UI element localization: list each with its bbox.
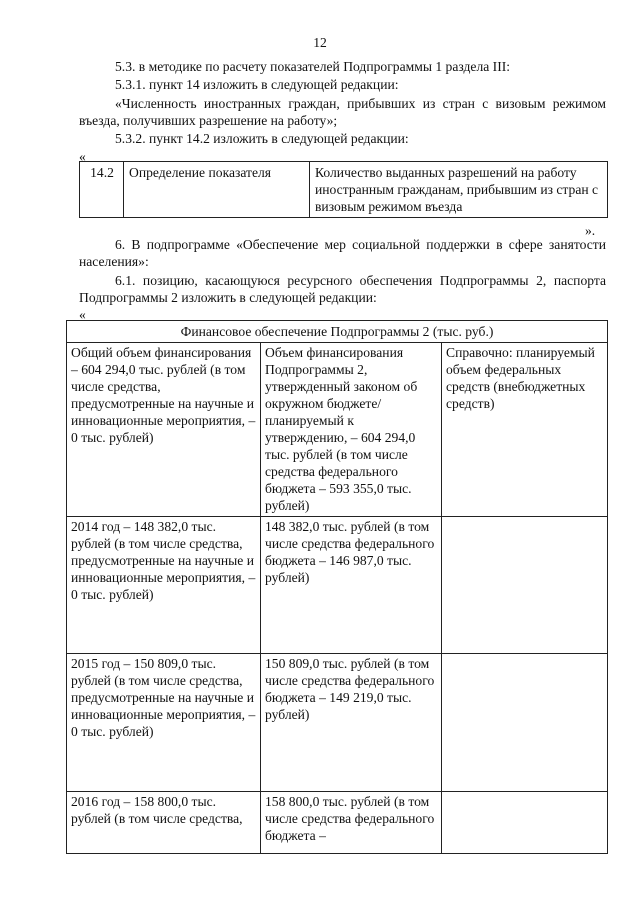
year-2014-budget-cell: 148 382,0 тыс. рублей (в том числе средства федерального бюджета – 146 987,0 тыс. рублей): [261, 517, 442, 654]
year-2015-cell: 2015 год – 150 809,0 тыс. рублей (в том числе средства, предусмотренные на научные и инновационные мероприятия, – 0 тыс. рублей): [67, 654, 261, 792]
indicator-table: [79, 161, 608, 218]
financing-table: [66, 320, 608, 854]
paragraph-5-3-1: 5.3.1. пункт 14 изложить в следующей редакции:: [115, 77, 399, 92]
paragraph-6: 6. В подпрограмме «Обеспечение мер социальной поддержки в сфере занятости населения»:: [79, 237, 606, 269]
table-row: [67, 792, 608, 854]
reference-cell: Справочно: планируемый объем федеральных средств (внебюджетных средств): [442, 343, 608, 517]
total-financing-cell: Общий объем финансирования – 604 294,0 тыс. рублей (в том числе средства, предусмотренные на научные и инновационные мероприятия, – 0 тыс. рублей): [67, 343, 261, 517]
paragraph-6-1: 6.1. позицию, касающуюся ресурсного обеспечения Подпрограммы 2, паспорта Подпрограммы 2 изложить в следующей редакции:: [79, 273, 606, 305]
table-header-row: [67, 321, 608, 343]
table-row: [67, 343, 608, 517]
open-quote-2: «: [79, 307, 86, 322]
year-2014-reference-cell: [442, 517, 608, 654]
paragraph-5-3-2: 5.3.2. пункт 14.2 изложить в следующей редакции:: [115, 131, 409, 146]
table-row: [80, 162, 608, 218]
open-quote-1: «: [79, 149, 86, 164]
indicator-number: 14.2: [80, 162, 124, 218]
year-2016-reference-cell: [442, 792, 608, 854]
budget-financing-cell: Объем финансирования Подпрограммы 2, утвержденный законом об окружном бюджете/ планируемый к утверждению, – 604 294,0 тыс. рублей (в том числе средства федерального бюджета – 593 355,0 тыс. рублей): [261, 343, 442, 517]
year-2015-budget-cell: 150 809,0 тыс. рублей (в том числе средства федерального бюджета – 149 219,0 тыс. рублей): [261, 654, 442, 792]
table-header: Финансовое обеспечение Подпрограммы 2 (тыс. руб.): [67, 321, 608, 343]
year-2016-budget-cell: 158 800,0 тыс. рублей (в том числе средства федерального бюджета –: [261, 792, 442, 854]
year-2016-cell: 2016 год – 158 800,0 тыс. рублей (в том числе средства,: [67, 792, 261, 854]
year-2015-reference-cell: [442, 654, 608, 792]
year-2014-cell: 2014 год – 148 382,0 тыс. рублей (в том числе средства, предусмотренные на научные и инновационные мероприятия, – 0 тыс. рублей): [67, 517, 261, 654]
table-row: [67, 517, 608, 654]
paragraph-5-3: 5.3. в методике по расчету показателей Подпрограммы 1 раздела III:: [115, 59, 511, 74]
close-quote-1: ».: [585, 223, 596, 238]
page-number: 12: [313, 35, 327, 50]
table-row: [67, 654, 608, 792]
indicator-description: Количество выданных разрешений на работу иностранным гражданам, прибывшим из стран с визовым режимом въезда: [310, 162, 608, 218]
paragraph-quote-1: «Численность иностранных граждан, прибывших из стран с визовым режимом въезда, получивших разрешение на работу»;: [79, 96, 606, 128]
indicator-name: Определение показателя: [124, 162, 310, 218]
